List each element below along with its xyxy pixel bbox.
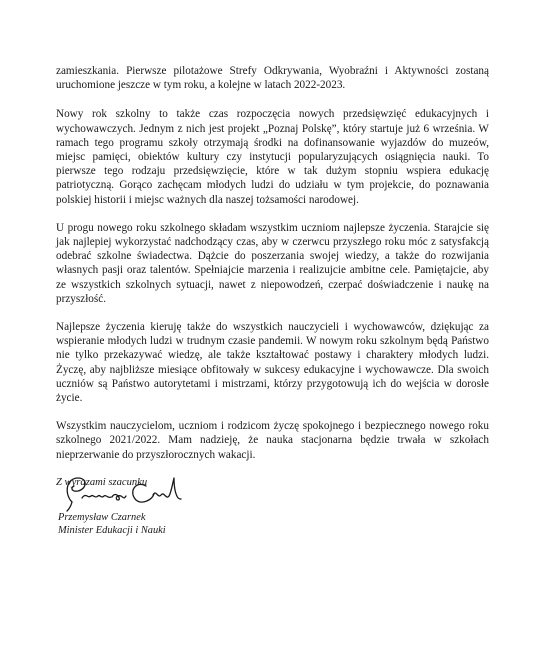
author-title: Minister Edukacji i Nauki [58, 525, 166, 537]
paragraph-1: zamieszkania. Pierwsze pilotażowe Strefy Odkrywania, Wyobraźni i Aktywności zostaną uruchomione jeszcze w tym roku, a kolejne w latach 2022-2023. [56, 65, 489, 92]
paragraph-2: Nowy rok szkolny to także czas rozpoczęcia nowych przedsięwzięć edukacyjnych i wychowawczych. Jednym z nich jest projekt „Poznaj Polskę”, który startuje już 6 września. W ramach tego programu szkoły otrzymają środki na dofinansowanie wyjazdów do muzeów, miejsc pamięci, obiektów kultury czy instytucji popularyzujących osiągnięcia nauki. To pierwsze tego rodzaju przedsięwzięcie, które w tak dużym stopniu wspiera edukację patriotyczną. Gorąco zachęcam młodych ludzi do udziału w tym projekcie, do poznawania polskiej historii i miejsc ważnych dla naszej tożsamości narodowej. [56, 108, 489, 206]
author-name: Przemysław Czarnek [58, 512, 146, 523]
paragraph-3: U progu nowego roku szkolnego składam wszystkim uczniom najlepsze życzenia. Starajcie się jak najlepiej wykorzystać nadchodzący czas, aby w czerwcu przyszłego roku móc z satysfakcją odebrać szkolne świadectwa. Dążcie do poszerzania swojej wiedzy, a także do rozwijania własnych pasji oraz talentów. Spełniajcie marzenia i realizujcie ambitne cele. Pamiętajcie, aby ze wszystkich szkolnych sytuacji, nawet z niepowodzeń, czerpać doświadczenie i naukę na przyszłość. [56, 221, 489, 305]
closing-salutation: Z wyrazami szacunku [56, 476, 148, 488]
letter-body [56, 64, 489, 504]
handwritten-signature [60, 472, 190, 512]
paragraph-4: Najlepsze życzenia kieruję także do wszystkich nauczycieli i wychowawców, dziękując za wspieranie młodych ludzi w trudnym czasie pandemii. W nowym roku szkolnym będą Państwo nie tylko przekazywać wiedzę, ale także kształtować postawy i charaktery młodych ludzi. Życzę, aby najbliższe miesiące obfitowały w sukcesy edukacyjne i wychowawcze. Dla swoich uczniów są Państwo autorytetami i mistrzami, którzy przygotowują ich do wejścia w dorosłe życie. [56, 321, 489, 405]
author-block [58, 511, 166, 538]
paragraph-5: Wszystkim nauczycielom, uczniom i rodzicom życzę spokojnego i bezpiecznego nowego roku szkolnego 2021/2022. Mam nadzieję, że nauka stacjonarna będzie trwała w szkołach nieprzerwanie do przyszłorocznych wakacji. [56, 420, 489, 461]
